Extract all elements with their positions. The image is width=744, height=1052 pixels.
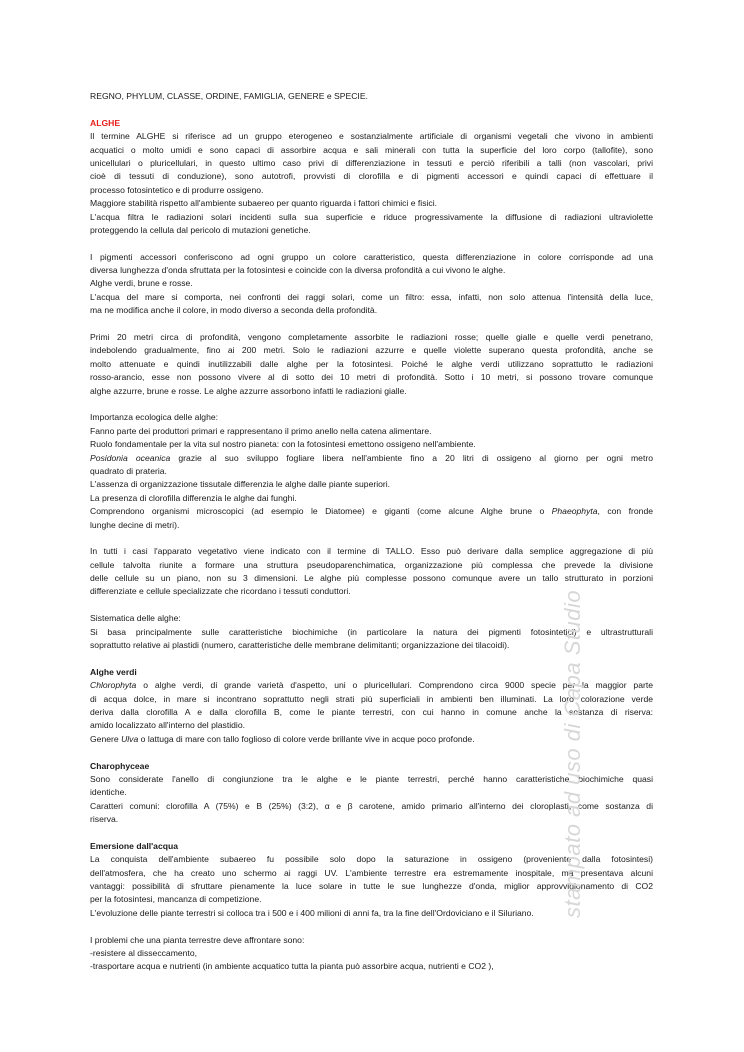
list-item: -trasportare acqua e nutrienti (in ambiente acquatico tutta la pianta può assorbire acqua, nutrienti e CO2 ), <box>90 961 494 972</box>
paragraph-line: indebolendo gradualmente, fino ai 200 metri. Solo le radiazioni azzurre e quelle violette superano questa profondità, anche se <box>90 345 653 356</box>
paragraph-line: amido localizzato all'interno del plastidio. <box>90 720 245 731</box>
organismi-text: Comprendono organismi microscopici (ad esempio le Diatomee) e giganti (come alcune Alghe brune o <box>90 506 552 517</box>
paragraph-line: Caratteri comuni: clorofilla A (75%) e B (25%) (3:2), α e β carotene, amido primario all'interno dei cloroplasti, come sostanza di <box>90 800 653 811</box>
paragraph-line: acquatici o molto umidi e sono capaci di assorbire acqua e sali minerali con tutta la superficie del loro corpo (tallofite), sono <box>90 144 653 155</box>
paragraph-line: Alghe verdi, brune e rosse. <box>90 278 193 289</box>
paragraph-line: differenziate e cellule specializzate che ricordano i tessuti conduttori. <box>90 586 351 597</box>
paragraph-line: Si basa principalmente sulle caratteristiche biochimiche (in particolare la natura dei pigmenti fotosintetici) e ultrastrutturali <box>90 626 653 637</box>
paragraph-line: In tutti i casi l'apparato vegetativo viene indicato con il termine di TALLO. Esso può derivare dalla semplice aggregazione di più <box>90 546 653 557</box>
paragraph-line: L'assenza di organizzazione tissutale differenzia le alghe dalle piante superiori. <box>90 479 391 490</box>
paragraph-line: processo fotosintetico e di produrre ossigeno. <box>90 184 264 195</box>
classification-line: REGNO, PHYLUM, CLASSE, ORDINE, FAMIGLIA, GENERE e SPECIE. <box>90 91 368 101</box>
paragraph-line: Importanza ecologica delle alghe: <box>90 412 219 423</box>
species-name: Phaeophyta <box>551 506 598 517</box>
paragraph-line: I problemi che una pianta terrestre deve affrontare sono: <box>90 934 305 945</box>
paragraph-line: L'evoluzione delle piante terrestri si colloca tra i 500 e i 400 milioni di anni fa, tra la fine dell'Ordoviciano e il Siluriano. <box>90 907 534 918</box>
paragraph-line: L'acqua filtra le radiazioni solari incidenti sulla sua superficie e riduce progressivamente la diffusione di radiazioni ultraviolette <box>90 211 653 222</box>
paragraph-line: I pigmenti accessori conferiscono ad ogni gruppo un colore caratteristico, questa differenziazione in colore corrisponde ad una <box>90 251 653 262</box>
paragraph-line: lunghe decine di metri). <box>90 519 180 530</box>
paragraph-line: alghe azzurre, brune e rosse. Le alghe azzurre assorbono infatti le radiazioni gialle. <box>90 385 407 396</box>
posidonia-line <box>90 452 653 465</box>
paragraph-line: identiche. <box>90 787 127 798</box>
paragraph-line: Primi 20 metri circa di profondità, vengono completamente assorbite le radiazioni rosse; quelle gialle e quelle verdi penetrano, <box>90 332 653 343</box>
paragraph-line: rosso-arancio, esse non possono vivere al di sotto dei 10 metri di profondità. Sotto i 10 metri, si possono trovare comunque <box>90 372 653 383</box>
paragraph-line: unicellulari o pluricellulari, in questo ultimo caso privi di differenziazione in tessuti e perciò riferibili a talli (non vascolari, privi <box>90 157 653 168</box>
paragraph-line: soprattutto relative ai plastidi (numero, caratteristiche delle membrane delimitanti; organizzazione dei tilacoidi). <box>90 640 510 651</box>
paragraph-line: proteggendo la cellula dal pericolo di mutazioni genetiche. <box>90 224 311 235</box>
section-title-emersione: Emersione dall'acqua <box>90 840 179 851</box>
paragraph-line: vantaggi: possibilità di sfruttare pienamente la luce solare in tutte le sue lunghezze d'onda, miglior approvvigionamento di CO2 <box>90 881 653 892</box>
paragraph-line: cioè di tessuti di conduzione), sono autotrofi, provvisti di clorofilla e di pigmenti accessori e quindi capaci di effettuare il <box>90 171 653 182</box>
posidonia-text: grazie al suo sviluppo fogliare libera nell'ambiente fino a 20 litri di ossigeno al giorno per ogni metro <box>170 452 653 463</box>
ulva-text-end: o lattuga di mare con tallo foglioso di colore verde brillante vive in acque poco profonde. <box>138 733 475 744</box>
paragraph-line: Fanno parte dei produttori primari e rappresentano il primo anello nella catena alimentare. <box>90 425 432 436</box>
paragraph-line: quadrato di prateria. <box>90 465 167 476</box>
paragraph-line: La conquista dell'ambiente subaereo fu possibile solo dopo la saturazione in ossigeno (proveniente dalla fotosintesi) <box>90 854 653 865</box>
species-name: Ulva <box>121 733 139 744</box>
list-item: -resistere al disseccamento, <box>90 948 197 958</box>
paragraph-line: molto attenuate e quindi inutilizzabili dalle alghe per la fotosintesi. Poiché le alghe verdi utilizzano soprattutto le radiazioni <box>90 358 653 369</box>
paragraph-line: riserva. <box>90 814 119 825</box>
paragraph-line: Ruolo fondamentale per la vita sul nostro pianeta: con la fotosintesi emettono ossigeno nell'ambiente. <box>90 439 476 450</box>
paragraph-line: cellule talvolta riunite a formare una struttura pseudoparenchimatica, organizzazione più complessa che prevede la divisione <box>90 559 653 570</box>
organismi-text-end: , con fronde <box>597 506 653 517</box>
species-name: Posidonia oceanica <box>90 452 171 463</box>
paragraph-line: Maggiore stabilità rispetto all'ambiente subaereo per quanto riguarda i fattori chimici e fisici. <box>90 198 437 209</box>
section-title-alghe: ALGHE <box>90 117 121 128</box>
ulva-text: Genere <box>90 733 122 744</box>
paragraph-line: dell'atmosfera, che ha creato uno schermo ai raggi UV. L'ambiente terrestre era estremamente inospitale, ma presentava alcuni <box>90 867 653 878</box>
paragraph-line: di acqua dolce, in mare si incontrano soprattutto negli strati più superficiali in ambienti ben illuminati. La loro colorazione verde <box>90 693 653 704</box>
paragraph-line: L'acqua del mare si comporta, nei confronti dei raggi solari, come un filtro: essa, infatti, non solo attenua l'intensità della luce, <box>90 291 653 302</box>
paragraph-line: per la fotosintesi, mancanza di competizione. <box>90 894 262 905</box>
species-name: Chlorophyta <box>90 680 137 691</box>
paragraph-line: ma ne modifica anche il colore, in modo diverso a seconda della profondità. <box>90 305 378 316</box>
section-title-charophyceae: Charophyceae <box>90 760 150 771</box>
paragraph-line: deriva dalla clorofilla A e dalla clorofilla B, come le piante terrestri, con cui hanno in comune anche la sostanza di riserva: <box>90 706 653 717</box>
paragraph-line: Sistematica delle alghe: <box>90 613 181 624</box>
section-title-alghe-verdi: Alghe verdi <box>90 666 137 677</box>
paragraph-line: La presenza di clorofilla differenzia le alghe dai funghi. <box>90 492 297 503</box>
paragraph-line: delle cellule su un piano, non su 3 dimensioni. Le alghe più complesse possono comunque avere un tallo strutturato in porzioni <box>90 573 653 584</box>
paragraph-line: Sono considerate l'anello di congiunzione tra le alghe e le piante terrestri, perché hanno caratteristiche biochimiche quasi <box>90 773 653 784</box>
paragraph-line: diversa lunghezza d'onda sfruttata per la fotosintesi e coincide con la diversa profondità a cui vivono le alghe. <box>90 265 506 276</box>
chlorophyta-text: o alghe verdi, di grande varietà d'aspetto, uni o pluricellulari. Comprendono circa 9000 specie per la maggior parte <box>136 680 653 691</box>
watermark: stampato ad uso di Capa Studio <box>560 589 585 918</box>
paragraph-line: Il termine ALGHE si riferisce ad un gruppo eterogeneo e sostanzialmente artificiale di organismi vegetali che vivono in ambienti <box>90 131 653 142</box>
organismi-line <box>90 505 653 518</box>
